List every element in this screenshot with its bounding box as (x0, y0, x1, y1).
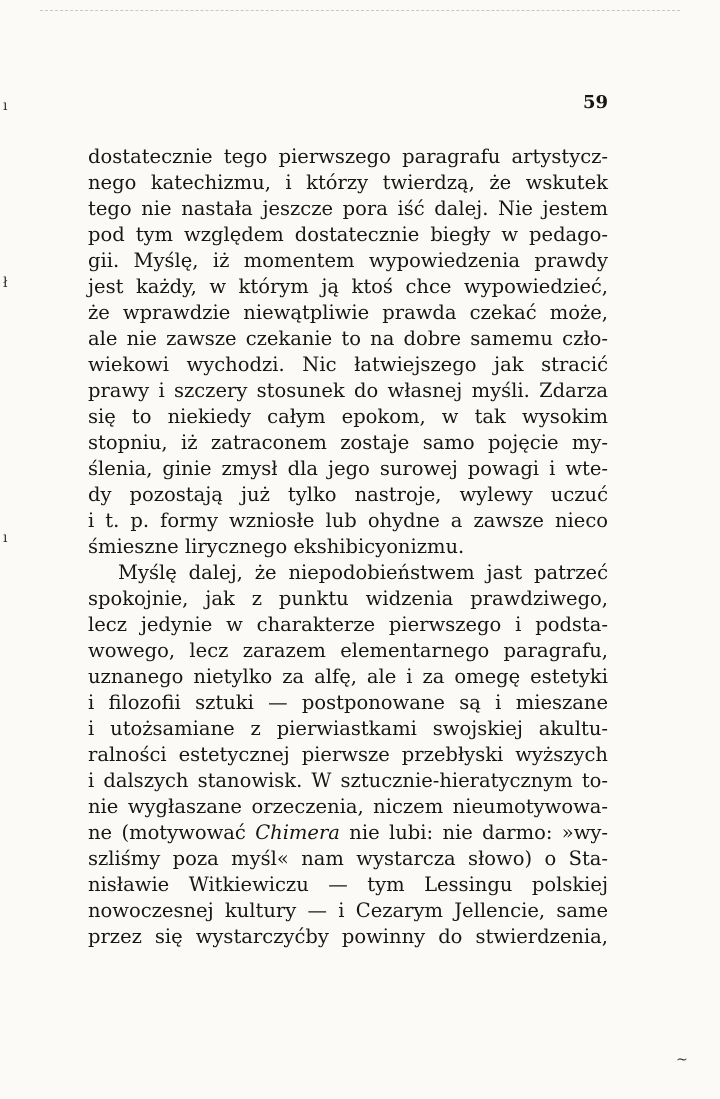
text-line: pod tym względem dostatecznie biegły w pedago- (88, 223, 608, 246)
text-line: tego nie nastała jeszcze pora iść dalej. Nie jestem (88, 197, 608, 220)
text-line: i dalszych stanowisk. W sztucznie-hieratycznym to- (88, 769, 608, 792)
text-line: że wprawdzie niewątpliwie prawda czekać może, (88, 301, 608, 324)
text-line: spokojnie, jak z punktu widzenia prawdziwego, (88, 587, 608, 610)
page-top-edge (40, 10, 680, 11)
text-line: nowoczesnej kultury — i Cezarym Jellencie, same (88, 899, 608, 922)
text-line: uznanego nietylko za alfę, ale i za omegę estetyki (88, 665, 608, 688)
text-line: się to niekiedy całym epokom, w tak wysokim (88, 405, 608, 428)
margin-mark: ł (3, 275, 8, 291)
text-line: dy pozostają już tylko nastroje, wylewy uczuć (88, 483, 608, 506)
margin-mark: ı (3, 98, 8, 114)
text-line: wiekowi wychodzi. Nic łatwiejszego jak stracić (88, 353, 608, 376)
text-line: i utożsamiane z pierwiastkami swojskiej akultu- (88, 717, 608, 740)
text-line: nie wygłaszane orzeczenia, niczem nieumotywowa- (88, 795, 608, 818)
text-segment: nie lubi: nie darmo: »wy- (339, 821, 608, 844)
text-line: i t. p. formy wzniosłe lub ohydne a zawsze nieco (88, 509, 608, 532)
text-line: ale nie zawsze czekanie to na dobre samemu czło- (88, 327, 608, 350)
text-line: Myślę dalej, że niepodobieństwem jast patrzeć (118, 561, 608, 584)
text-line: i filozofii sztuki — postponowane są i mieszane (88, 691, 608, 714)
italic-title: Chimera (255, 821, 340, 844)
margin-mark: ı (3, 530, 8, 546)
margin-mark: ~ (676, 1052, 688, 1068)
text-line: lecz jedynie w charakterze pierwszego i podsta- (88, 613, 608, 636)
text-line: jest każdy, w którym ją ktoś chce wypowiedzieć, (88, 275, 608, 298)
text-line: szliśmy poza myśl« nam wystarcza słowo) o Sta- (88, 847, 608, 870)
text-line: śmieszne lirycznego ekshibicyonizmu. (88, 535, 465, 558)
text-line: wowego, lecz zarazem elementarnego paragrafu, (88, 639, 608, 662)
body-text (88, 144, 608, 950)
text-line: prawy i szczery stosunek do własnej myśli. Zdarza (88, 379, 608, 402)
text-segment: ne (motywować (88, 821, 256, 844)
text-line: gii. Myślę, iż momentem wypowiedzenia prawdy (88, 249, 608, 272)
text-line: nego katechizmu, i którzy twierdzą, że wskutek (88, 171, 608, 194)
text-line: stopniu, iż zatraconem zostaje samo pojęcie my- (88, 431, 608, 454)
text-line: dostatecznie tego pierwszego paragrafu artystycz- (88, 145, 608, 168)
text-line: przez się wystarczyćby powinny do stwierdzenia, (88, 925, 608, 948)
page-number: 59 (582, 92, 608, 113)
text-line: nisławie Witkiewiczu — tym Lessingu polskiej (88, 873, 608, 896)
text-line: ralności estetycznej pierwsze przebłyski wyższych (88, 743, 608, 766)
text-line (88, 820, 608, 846)
text-line: ślenia, ginie zmysł dla jego surowej powagi i wte- (88, 457, 608, 480)
